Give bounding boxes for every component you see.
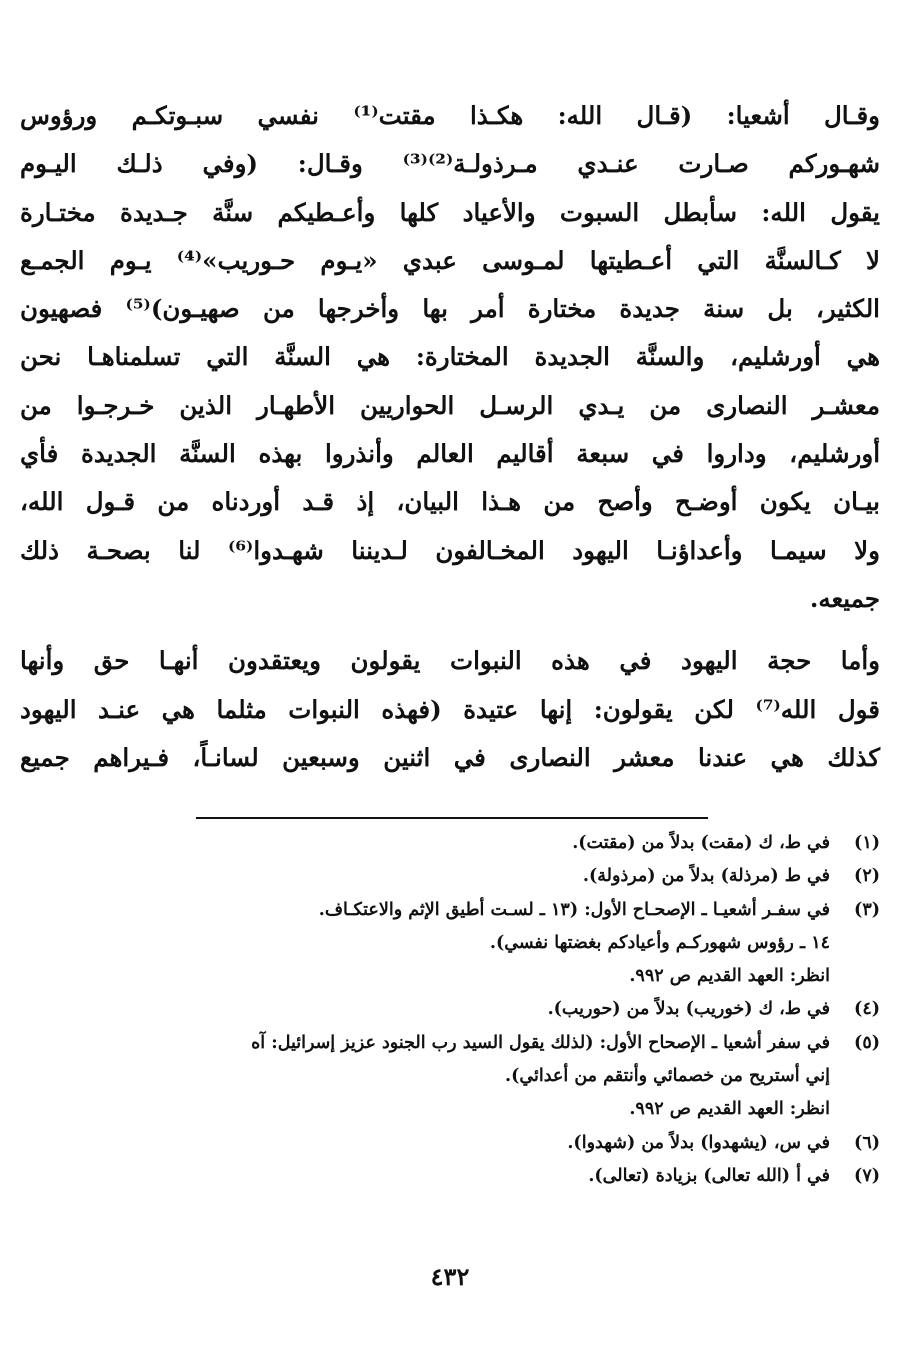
footnote-7 — [20, 1160, 880, 1193]
text-line: هي أورشليم، والسنَّة الجديدة المختارة: هي السنَّة التي تسلمناهـا نحن — [20, 342, 880, 372]
footnote-text: انظر: العهد القديم ص ٩٩٢. — [629, 1099, 830, 1120]
text-line: بيـان يكون أوضـح وأصح من هـذا البيان، إذ قـد أوردناه من قـول الله، — [20, 487, 880, 517]
footnote-text: إني أستريح من خصمائي وأنتقم من أعدائي). — [505, 1066, 830, 1087]
footnote-1 — [20, 827, 880, 860]
text-line: ولا سيمـا وأعداؤنـا اليهود المخـالفون لـديننا شهـدوا⁽⁶⁾ لنا بصحـة ذلك — [20, 535, 880, 565]
footnote-text: في ط، ك (مقت) بدلاً من (مقتت). — [572, 833, 830, 853]
text-line: لا كـالسنَّة التي أعـطيتها لمـوسى عبدي «يـوم حـوريب»⁽⁴⁾ يـوم الجمـع — [20, 245, 880, 275]
footnote-4 — [20, 993, 880, 1026]
text-line: الكثير، بل سنة جديدة مختارة أمر بها وأخرجها من صهيـون)⁽⁵⁾ فصهيون — [20, 294, 880, 324]
footnote-3 — [20, 894, 880, 994]
footnote-number: (٧) — [854, 1165, 880, 1186]
footnote-text: في سفر أشعيا ـ الإصحاح الأول: (لذلك يقول السيد رب الجنود عزيز إسرائيل: آه — [251, 1032, 830, 1053]
text-line: قول الله⁽⁷⁾ لكن يقولون: إنها عتيدة (فهذه النبوات مثلما هي عنـد اليهود — [20, 694, 880, 724]
page-number: ٤٣٢ — [430, 1262, 470, 1291]
text-line: شهـوركم صـارت عنـدي مـرذولـة⁽²⁾⁽³⁾ وقـال: (وفي ذلـك اليـوم — [20, 149, 881, 179]
text-line: كذلك هي عندنا معشر النصارى في اثنين وسبعين لسانـاً، فـيراهم جميع — [20, 742, 880, 772]
main-text — [20, 92, 880, 782]
footnote-5 — [20, 1027, 880, 1127]
footnote-2 — [20, 860, 880, 893]
footnote-number: (٦) — [854, 1132, 880, 1153]
footnote-number: (١) — [854, 833, 880, 853]
footnote-text: في ط (مرذلة) بدلاً من (مرذولة). — [582, 866, 830, 887]
footnote-text: ١٤ ـ رؤوس شهوركـم وأعيادكم بغضتها نفسي). — [489, 932, 830, 953]
text-line: معشـر النصارى من يـدي الرسـل الحواريين الأطهـار الذين خـرجـوا من — [20, 390, 880, 420]
text-line: وقـال أشعيا: (قـال الله: هكـذا مقتت⁽¹⁾ نفسي سبـوتكـم ورؤوس — [20, 101, 880, 130]
footnote-number: (٣) — [854, 899, 880, 920]
footnote-text: في س، (يشهدوا) بدلاً من (شهدوا). — [567, 1132, 830, 1153]
footnote-text: في سفـر أشعيـا ـ الإصحـاح الأول: (١٣ ـ لسـت أطيق الإثم والاعتكـاف. — [318, 899, 830, 920]
footnote-number: (٢) — [854, 866, 880, 887]
paragraph-1 — [20, 92, 880, 623]
footnote-text: في أ (الله تعالى) بزيادة (تعالى). — [588, 1165, 830, 1186]
footnotes — [20, 827, 880, 1193]
footnote-text: في ط، ك (خوريب) بدلاً من (حوريب). — [547, 999, 830, 1020]
text-line: وأما حجة اليهود في هذه النبوات يقولون ويعتقدون أنهـا حق وأنها — [20, 646, 880, 676]
footnote-text: انظر: العهد القديم ص ٩٩٢. — [629, 966, 830, 987]
text-line: يقول الله: سأبطل السبوت والأعياد كلها وأعـطيكم سنَّة جـديدة مختـارة — [20, 197, 880, 227]
footnote-number: (٥) — [854, 1032, 880, 1053]
footnote-divider — [196, 817, 708, 819]
footnote-number: (٤) — [854, 999, 880, 1020]
footnote-6 — [20, 1127, 880, 1160]
paragraph-2 — [20, 637, 880, 782]
text-line: جميعه. — [809, 583, 880, 613]
text-line: أورشليم، وداروا في سبعة أقاليم العالم وأنذروا بهذه السنَّة الجديدة فأي — [20, 439, 880, 469]
